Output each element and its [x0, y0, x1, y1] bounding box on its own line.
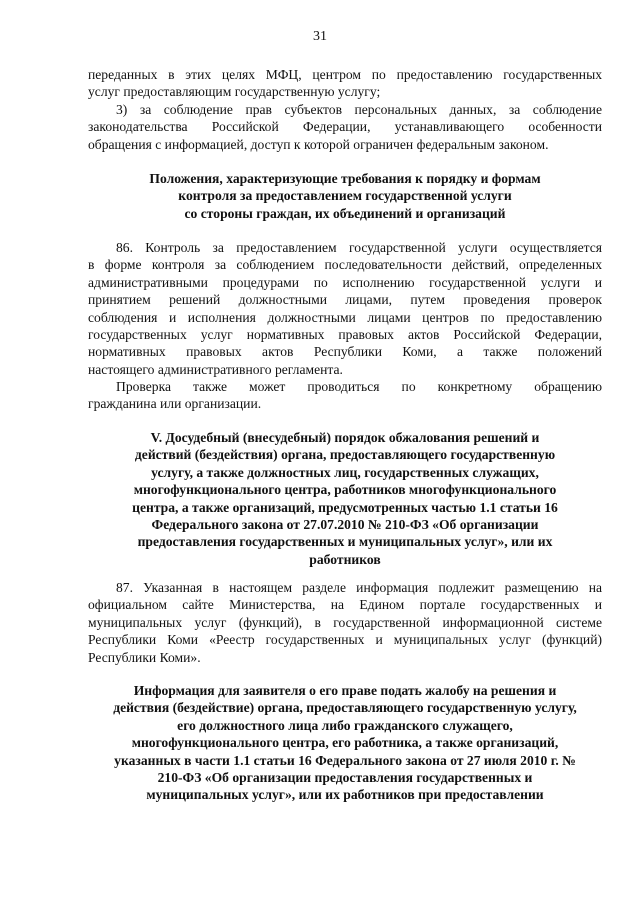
heading-line: предоставления государственных и муниципальных услуг», или их [137, 534, 553, 550]
heading-line: услугу, а также должностных лиц, государственных служащих, [151, 464, 539, 480]
text-line: обращения с информацией, доступ к которой ограничен федеральным законом. [88, 136, 549, 152]
text-line: административными процедурами по исполнению государственной услуги и [88, 274, 602, 290]
text-line: муниципальных услуг (функций), в государственной информационной системе [88, 614, 602, 630]
heading-line: со стороны граждан, их объединений и организаций [184, 205, 506, 221]
text-line: законодательства Российской Федерации, устанавливающего особенности [88, 119, 602, 135]
heading-line: Федерального закона от 27.07.2010 № 210-ФЗ «Об организации [151, 517, 539, 533]
section-heading-information [88, 682, 602, 804]
heading-line: 210-ФЗ «Об организации предоставления государственных и [157, 770, 533, 786]
heading-line: муниципальных услуг», или их работников при предоставлении [146, 787, 544, 803]
text-line: переданных в этих целях МФЦ, центром по предоставлению государственных [88, 67, 602, 82]
heading-line: его должностного лица либо гражданского служащего, [177, 717, 513, 733]
text-line: Республики Коми». [88, 649, 201, 665]
text-line: гражданина или организации. [88, 396, 262, 412]
item-3-paragraph [88, 101, 602, 153]
text-line: нормативных правовых актов Республики Коми, а также положений [88, 344, 602, 360]
text-line: 87. Указанная в настоящем разделе информация подлежит размещению на [116, 580, 602, 595]
heading-line: действия (бездействие) органа, предоставляющего государственную услугу, [113, 700, 577, 716]
text-line: 86. Контроль за предоставлением государственной услуги осуществляется [116, 240, 602, 255]
text-line: государственных услуг нормативных правовых актов Российской Федерации, [88, 327, 602, 343]
text-line: официальном сайте Министерства, на Едином портале государственных и [88, 597, 602, 613]
text-line: услуг предоставляющим государственную услугу; [88, 84, 381, 100]
text-line: Проверка также может проводиться по конкретному обращению [116, 379, 602, 394]
heading-line: многофункционального центра, работников многофункционального [133, 482, 557, 498]
heading-line: Информация для заявителя о его праве подать жалобу на решения и [133, 683, 557, 698]
section-heading-control [88, 170, 602, 222]
heading-line: многофункционального центра, его работника, а также организаций, [131, 735, 559, 751]
text-line: Республики Коми «Реестр государственных и муниципальных услуг (функций) [88, 632, 602, 648]
heading-line: центра, а также организаций, предусмотренных частью 1.1 статьи 16 [132, 499, 558, 515]
heading-line: работников [309, 551, 381, 567]
paragraph-86 [88, 239, 602, 378]
heading-line: действий (бездействия) органа, предоставляющего государственную [134, 447, 556, 463]
heading-line: контроля за предоставлением государственной услуги [178, 188, 512, 204]
heading-line: V. Досудебный (внесудебный) порядок обжалования решений и [150, 430, 540, 445]
paragraph-87 [88, 579, 602, 666]
text-line: 3) за соблюдение прав субъектов персональных данных, за соблюдение [116, 102, 602, 117]
page-number: 31 [313, 29, 327, 44]
text-line: настоящего административного регламента. [88, 361, 343, 377]
continuation-paragraph [88, 66, 602, 101]
text-line: соблюдения и исполнения должностными лицами центров по предоставлению [88, 309, 602, 325]
text-line: в форме контроля за соблюдением последовательности действий, определенных [88, 257, 602, 273]
heading-line: указанных в части 1.1 статьи 16 Федерального закона от 27 июля 2010 г. № [114, 752, 576, 768]
text-line: принятием решений должностными лицами, путем проведения проверок [88, 292, 602, 308]
paragraph-check [88, 378, 602, 413]
section-heading-v [88, 429, 602, 568]
heading-line: Положения, характеризующие требования к порядку и формам [149, 171, 541, 186]
